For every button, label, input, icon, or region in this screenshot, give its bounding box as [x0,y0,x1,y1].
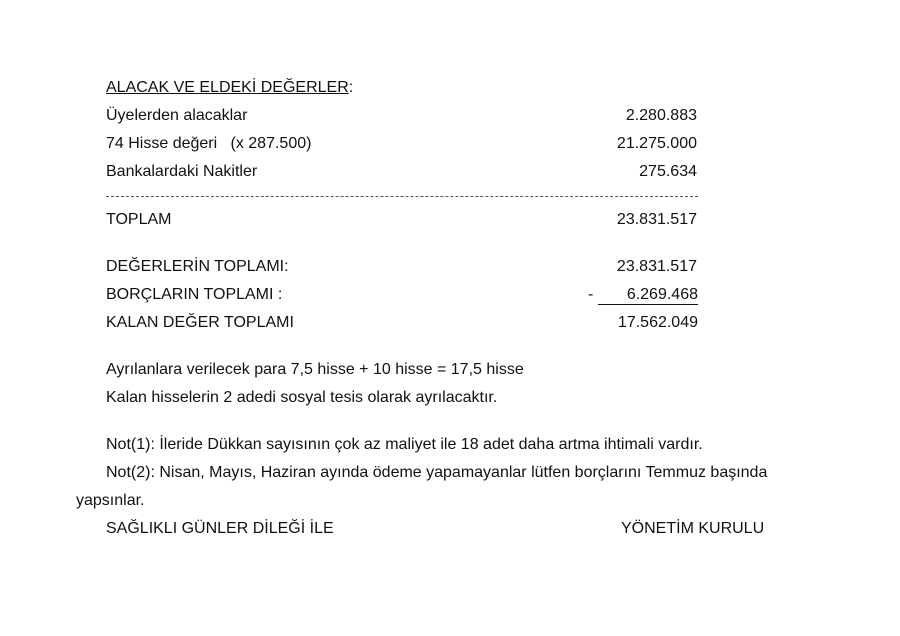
debts-minus-sign: - [588,286,594,303]
remaining-value: 17.562.049 [617,314,698,331]
debts-total-value: 6.269.468 [626,286,698,303]
item-label-receivables: Üyelerden alacaklar [106,107,248,124]
footer-greeting: SAĞLIKLI GÜNLER DİLEĞİ İLE [106,520,334,537]
note-1: Not(1): İleride Dükkan sayısının çok az maliyet ile 18 adet daha artma ihtimali vardır. [106,436,703,453]
paragraph-line-1: Ayrılanlara verilecek para 7,5 hisse + 10 hisse = 17,5 hisse [106,361,524,378]
debts-total-label: BORÇLARIN TOPLAMI : [106,286,283,303]
item-value-shares: 21.275.000 [616,135,697,152]
total-value: 23.831.517 [616,211,697,228]
item-label-bank-cash: Bankalardaki Nakitler [106,163,258,180]
item-value-bank-cash: 275.634 [639,163,697,180]
section-heading-colon: : [348,79,354,96]
note-2-line-1: Not(2): Nisan, Mayıs, Haziran ayında ödeme yapamayanlar lütfen borçlarını Temmuz başında [106,464,768,481]
section-heading-text: ALACAK VE ELDEKİ DEĞERLER [106,79,349,96]
item-label-shares: 74 Hisse değeri (x 287.500) [106,135,312,152]
total-label: TOPLAM [106,211,172,228]
values-total-label: DEĞERLERİN TOPLAMI: [106,258,289,275]
remaining-label: KALAN DEĞER TOPLAMI [106,314,294,331]
footer-signature: YÖNETİM KURULU [621,520,765,537]
values-total-value: 23.831.517 [616,258,697,275]
item-value-receivables: 2.280.883 [625,107,697,124]
note-2-line-2: yapsınlar. [76,492,145,509]
section-heading [106,78,353,98]
dashed-divider [106,196,698,197]
paragraph-line-2: Kalan hisselerin 2 adedi sosyal tesis olarak ayrılacaktır. [106,389,498,406]
